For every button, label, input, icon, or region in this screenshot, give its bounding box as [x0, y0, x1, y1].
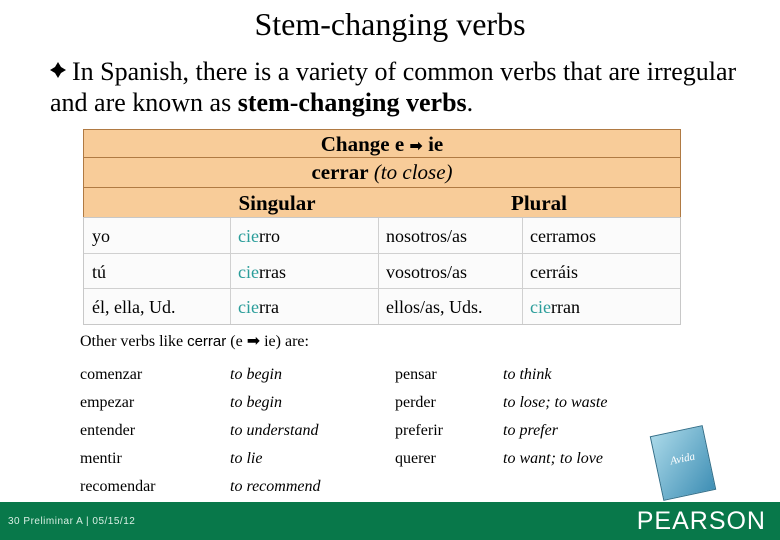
- intro-bullet: [50, 56, 770, 118]
- column-divider: [522, 218, 523, 324]
- other-verbs-intro: Other verbs like cerrar (e ➡ ie) are:: [80, 331, 309, 350]
- list-item: empezar to begin perder to lose; to waste: [80, 394, 608, 411]
- slide-title: Stem-changing verbs: [254, 6, 526, 42]
- table-row: tú cierras vosotros/as cerráis: [84, 253, 680, 289]
- plural-label: Plural: [511, 191, 567, 215]
- right-arrow-icon: ➡: [246, 331, 261, 350]
- verb-list: [80, 364, 720, 504]
- table-row: él, ella, Ud. cierra ellos/as, Uds. cierran: [84, 288, 680, 324]
- list-item: recomendar to recommend: [80, 478, 321, 495]
- heading-verb: cerrar: [311, 160, 369, 184]
- column-divider: [230, 218, 231, 324]
- table-heading-numbers: [83, 187, 681, 219]
- conjugation-table: [83, 129, 681, 324]
- textbook-cover-image: Avida: [650, 425, 717, 501]
- heading-verb-gloss: (to close): [373, 160, 453, 184]
- column-divider: [378, 218, 379, 324]
- intro-text: In Spanish, there is a variety of common verbs that are irregular and are known as stem-changing verbs.: [50, 57, 737, 117]
- singular-label: Singular: [238, 191, 316, 215]
- table-body: [83, 217, 681, 325]
- diamond-bullet-icon: [50, 62, 66, 78]
- pearson-logo: PEARSON: [636, 507, 766, 535]
- intro-emphasis: stem-changing verbs: [237, 88, 467, 117]
- slide-info: 30 Preliminar A | 05/15/12: [8, 516, 136, 527]
- table-heading-change: Change e ➡ ie: [83, 129, 681, 159]
- table-heading-verb: [83, 157, 681, 189]
- list-item: comenzar to begin pensar to think: [80, 366, 552, 383]
- list-item: mentir to lie querer to want; to love: [80, 450, 603, 467]
- table-row: yo cierro nosotros/as cerramos: [92, 226, 596, 246]
- list-item: entender to understand preferir to prefer: [80, 422, 558, 439]
- footer-bar: [0, 502, 780, 540]
- right-arrow-icon: ➡: [409, 136, 423, 155]
